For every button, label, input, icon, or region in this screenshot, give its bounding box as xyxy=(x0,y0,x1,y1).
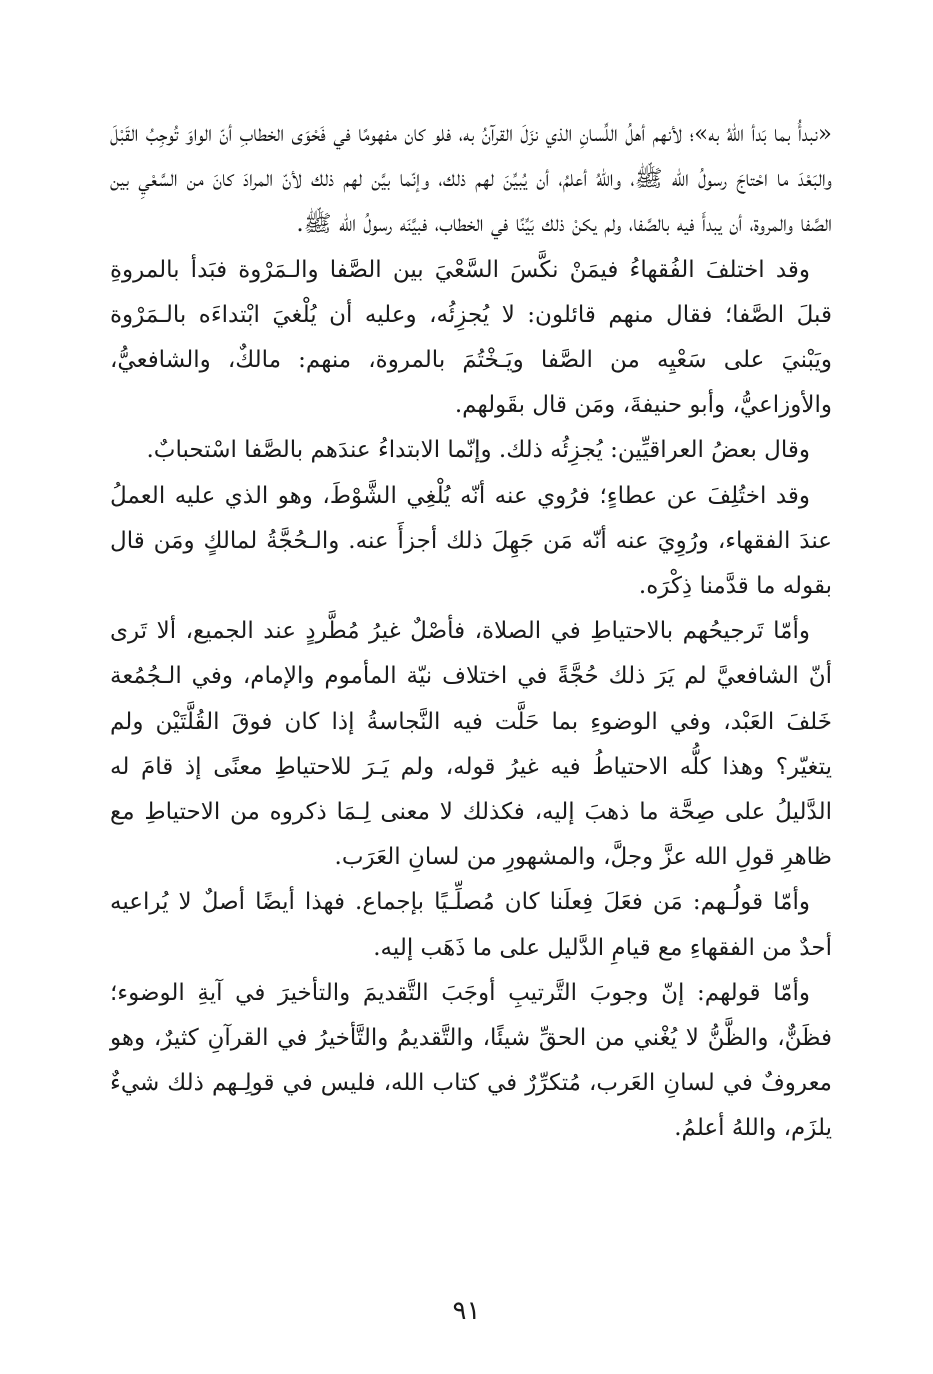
paragraph-6: وأمّا قولُـهم: مَن فعَلَ فِعلَنا كان مُصلِّـيًا بإجماع. فهذا أيضًا أصلٌ لا يُراعيه أحدٌ من الفقهاءِ مع قيامِ الدَّليل على ما ذَهَب إليه. xyxy=(110,889,832,961)
paragraph-2: وقد اختلفَ الفُقهاءُ فيمَنْ نكَّسَ السَّعْيَ بين الصَّفا والـمَرْوة فبَدأ بالمروةِ قبلَ الصَّفا؛ فقال منهم قائلون: لا يُجزِئُه، وعليه أن يُلْغيَ ابْتداءَه بالـمَرْوة ويَبْنيَ على سَعْيِه من الصَّفا ويَـخْتُمَ بالمروة، منهم: مالكٌ، والشافعيُّ، والأوزاعيُّ، وأبو حنيفةَ، ومَن قال بقَولهم. xyxy=(110,256,832,419)
paragraph-3: وقال بعضُ العراقيِّين: يُجزِئُه ذلك. وإنّما الابتداءُ عندَهم بالصَّفا اسْتحبابٌ. xyxy=(146,437,810,464)
paragraph-7: وأمّا قولهم: إنّ وجوبَ التَّرتيبِ أوجَبَ التَّقديمَ والتأخيرَ في آيةِ الوضوء؛ فظَنٌّ، والظَّنُّ لا يُغْني من الحقِّ شيئًا، والتَّقديمُ والتَّأخيرُ في القرآنِ كثيرٌ، وهو معروفٌ في لسانِ العَرب، مُتكرِّرٌ في كتاب الله، فليس في قولِـهم ذلك شيءٌ يلزَم، واللهُ أعلمُ. xyxy=(110,979,832,1142)
paragraph-1: «نبدأُ بما بَدأ اللهُ به»؛ لأنهم أهلُ اللِّسانِ الذي نزَلَ القرآنُ به، فلو كان مفهومًا في فَحْوَى الخطابِ أنّ الواوَ تُوجِبُ القَبْلَ والبَعْدَ ما احْتاجَ رسولُ الله ﷺ، واللهُ أعلمُ، أن يُبيِّنَ لهم ذلك، وإنّما بيَّن لهم ذلك لأنّ المرادَ كانَ من السَّعْيِ بين الصَّفا والمروة، أن يبدأَ فيه بالصَّفا، ولم يكنْ ذلك بَيِّنًا في الخطاب، فبيَّنَه رسولُ الله ﷺ. xyxy=(110,121,832,238)
paragraph-5: وأمّا تَرجيحُهم بالاحتياطِ في الصلاة، فأصْلٌ غيرُ مُطَّردٍ عند الجميع، ألا تَرى أنّ الشافعيَّ لم يَرَ ذلك حُجَّةً في اختلاف نيّة المأموم والإمام، وفي الـجُمُعة خَلفَ العَبْد، وفي الوضوءِ بما حَلَّت فيه النَّجاسةُ إذا كان فوقَ القُلَّتَيْن ولم يتغيّر؟ وهذا كلُّه الاحتياطُ فيه غيرُ قوله، ولم يَـرَ للاحتياطِ معنًى إذ قامَ له الدَّليلُ على صِحَّة ما ذهبَ إليه، فكذلك لا معنى لِـمَا ذكروه من الاحتياطِ مع ظاهرِ قولِ الله عزَّ وجلَّ، والمشهورِ من لسانِ العَرَب. xyxy=(110,618,833,871)
page-body xyxy=(110,112,832,1152)
paragraph-4: وقد اختُلِفَ عن عطاءٍ؛ فرُوي عنه أنّه يُلْغِي الشَّوْطَ، وهو الذي عليه العملُ عندَ الفقهاء، ورُوِيَ عنه أنّه مَن جَهِلَ ذلك أجزأَ عنه. والـحُجَّةُ لمالكٍ ومَن قال بقوله ما قدَّمنا ذِكْرَه. xyxy=(110,482,832,600)
page-number: ٩١ xyxy=(452,1296,481,1326)
